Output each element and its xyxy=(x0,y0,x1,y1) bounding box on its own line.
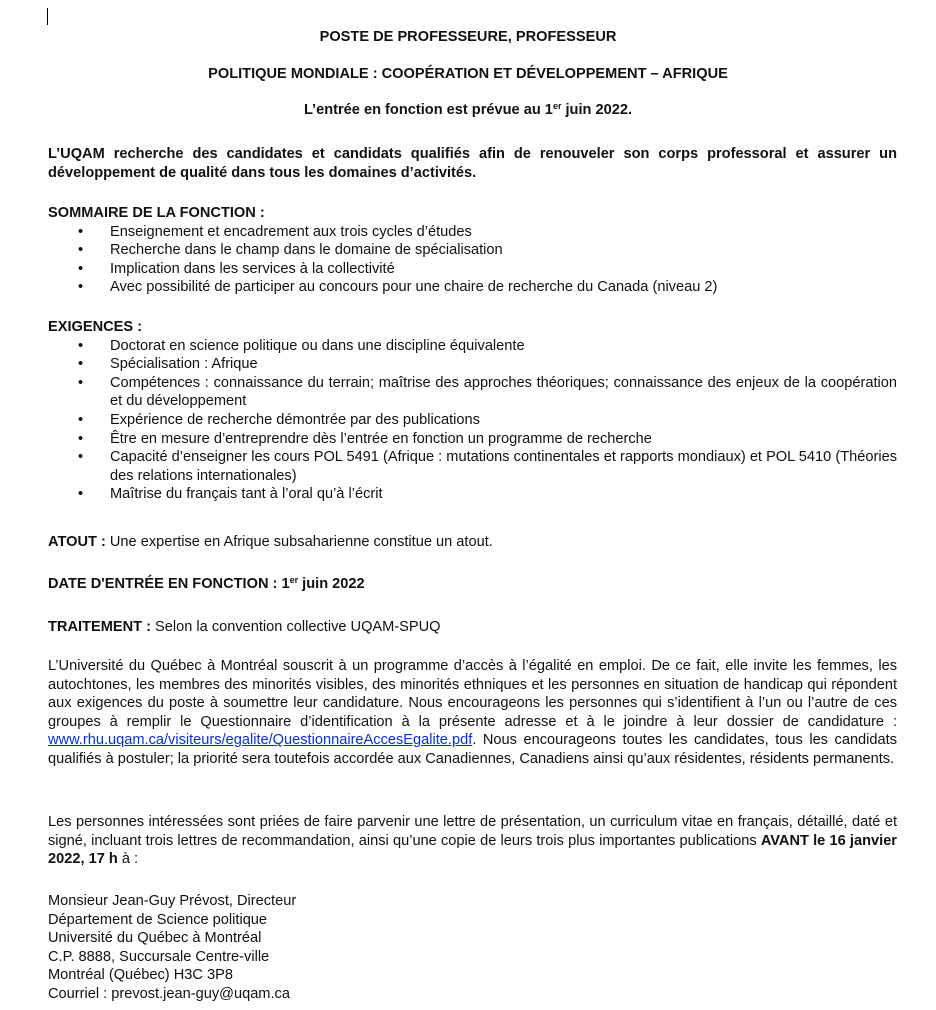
field-title: POLITIQUE MONDIALE : COOPÉRATION ET DÉVELOPPEMENT – AFRIQUE xyxy=(208,66,728,82)
bullet-icon: • xyxy=(78,356,84,373)
post-title: POSTE DE PROFESSEURE, PROFESSEUR xyxy=(319,29,617,45)
application-paragraph: Les personnes intéressées sont priées de faire parvenir une lettre de présentation, un curriculum vitae en français, détaillé, daté et signé, incluant trois lettres de recommandation, ainsi qu’une copie de leurs trois plus importantes publications AVANT le 16 janvier 2022, 17 h à : xyxy=(48,814,897,868)
bullet-icon: • xyxy=(78,486,84,503)
questionnaire-link[interactable]: www.rhu.uqam.ca/visiteurs/egalite/QuestionnaireAccesEgalite.pdf xyxy=(48,732,473,749)
bullet-icon: • xyxy=(78,449,84,466)
list-item: • Recherche dans le champ dans le domaine de spécialisation xyxy=(78,242,503,259)
date-entree-line: DATE D'ENTRÉE EN FONCTION : 1er juin 2022 xyxy=(48,575,365,592)
list-item: • Être en mesure d’entreprendre dès l’entrée en fonction un programme de recherche xyxy=(78,430,652,447)
list-item: • Doctorat en science politique ou dans une discipline équivalente xyxy=(78,337,525,354)
address-line: Département de Science politique xyxy=(48,911,268,928)
address-line: C.P. 8888, Succursale Centre-ville xyxy=(48,948,270,965)
bullet-icon: • xyxy=(78,411,84,428)
list-item: • Avec possibilité de participer au concours pour une chaire de recherche du Canada (niveau 2) xyxy=(78,279,718,296)
traitement-text: Selon la convention collective UQAM-SPUQ xyxy=(150,619,441,635)
list-item: • Capacité d’enseigner les cours POL 5491 (Afrique : mutations continentales et rapports mondiaux) et POL 5410 (Théories des relations internationales) xyxy=(78,449,897,484)
text-cursor xyxy=(47,8,48,25)
bullet-icon: • xyxy=(78,242,84,259)
start-date-prefix: L’entrée en fonction est prévue au 1 xyxy=(303,102,553,118)
list-item: • Spécialisation : Afrique xyxy=(78,356,258,373)
traitement-label: TRAITEMENT : xyxy=(48,619,151,635)
contact-email: Courriel : prevost.jean-guy@uqam.ca xyxy=(48,985,290,1002)
equity-paragraph: L’Université du Québec à Montréal souscrit à un programme d’accès à l’égalité en emploi. De ce fait, elle invite les femmes, les autochtones, les membres des minorités visibles, des minorités ethniques et les personnes en situation de handicap qui répondent aux exigences du poste à soumettre leur candidature. Nous encourageons les personnes qui s’identifient à l’un ou l’autre de ces groupes à remplir le Questionnaire d’identification à la présente adresse et à le joindre à leur dossier de candidature : www.rhu.uqam.ca/visiteurs/egalite/QuestionnaireAccesEgalite.pdf. Nous encourageons toutes les candidates, tous les candidats qualifiés à postuler; la priorité sera toutefois accordée aux Canadiennes, Canadiens ainsi qu’aux résidentes, résidents permanents. xyxy=(48,658,897,767)
start-date-suffix: juin 2022. xyxy=(561,102,633,118)
list-item: • Enseignement et encadrement aux trois cycles d’études xyxy=(78,223,472,240)
bullet-icon: • xyxy=(78,374,84,391)
exigences-heading: EXIGENCES : xyxy=(48,319,143,335)
atout-text: Une expertise en Afrique subsaharienne constitue un atout. xyxy=(105,534,493,550)
contact-address xyxy=(48,892,897,1004)
exigences-section xyxy=(48,318,897,504)
list-item: • Expérience de recherche démontrée par des publications xyxy=(78,411,480,428)
start-date-line xyxy=(0,101,936,120)
bullet-icon: • xyxy=(78,430,84,447)
bullet-icon: • xyxy=(78,337,84,354)
atout-label: ATOUT : xyxy=(48,534,106,550)
atout-line xyxy=(48,533,897,552)
list-item: • Compétences : connaissance du terrain; maîtrise des approches théoriques; connaissance des enjeux de la coopération et du développement xyxy=(78,374,897,410)
address-line: Montréal (Québec) H3C 3P8 xyxy=(48,967,233,984)
sommaire-list xyxy=(48,223,897,297)
start-date-sup: er xyxy=(552,101,562,111)
bullet-icon: • xyxy=(78,260,84,277)
date-entree-label: DATE D'ENTRÉE EN FONCTION : xyxy=(48,576,282,592)
address-line: Monsieur Jean-Guy Prévost, Directeur xyxy=(48,893,297,909)
traitement-line xyxy=(48,618,897,637)
intro-paragraph: L’UQAM recherche des candidates et candidats qualifiés afin de renouveler son corps professoral et assurer un développement de qualité dans tous les domaines d’activités. xyxy=(48,146,897,181)
exigences-list xyxy=(48,337,897,504)
address-line: Université du Québec à Montréal xyxy=(48,930,262,947)
sommaire-section xyxy=(48,204,897,297)
list-item: • Implication dans les services à la collectivité xyxy=(78,260,395,277)
bullet-icon: • xyxy=(78,279,84,296)
deadline: AVANT le 16 janvier 2022, 17 h xyxy=(48,832,897,868)
list-item: • Maîtrise du français tant à l’oral qu’à l’écrit xyxy=(78,486,383,503)
sommaire-heading: SOMMAIRE DE LA FONCTION : xyxy=(48,205,265,221)
bullet-icon: • xyxy=(78,223,84,240)
